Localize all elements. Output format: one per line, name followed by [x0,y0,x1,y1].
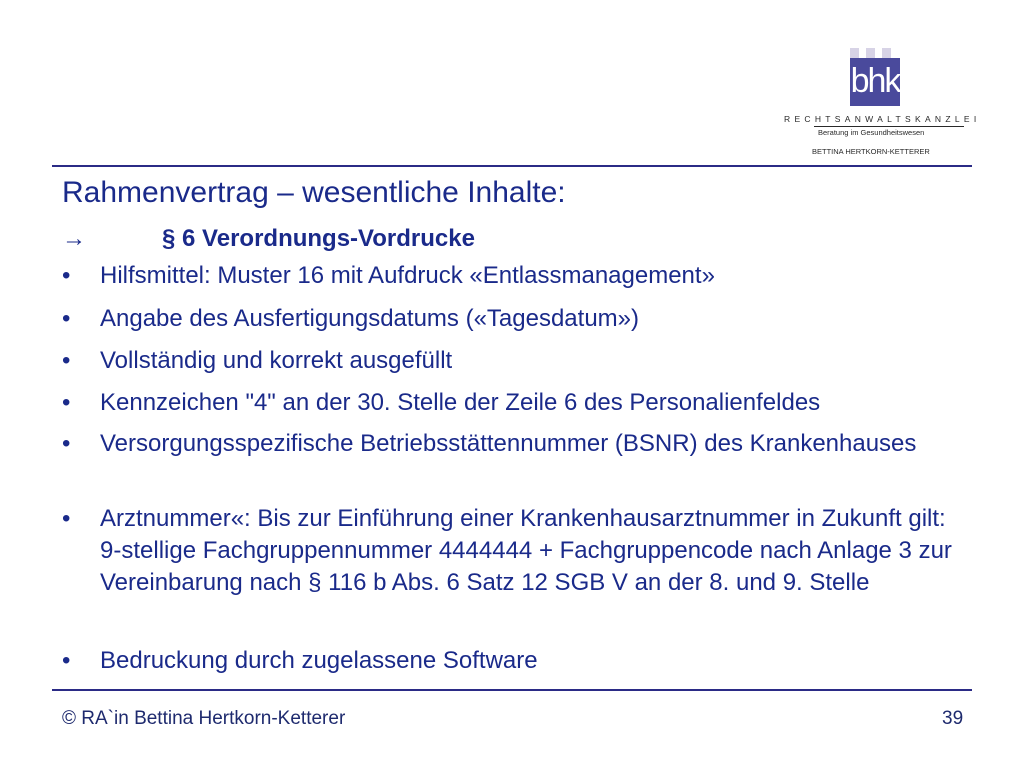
list-item [62,503,967,599]
list-item [62,260,715,292]
section-heading-text: § 6 Verordnungs-Vordrucke [162,225,475,252]
list-item [62,645,538,677]
footer-copyright: © RA`in Bettina Hertkorn-Ketterer [62,708,346,729]
list-item-text: Kennzeichen "4" an der 30. Stelle der Zeile 6 des Personalienfeldes [100,389,821,416]
logo-owner-name: BETTINA HERTKORN-KETTERER [812,147,930,156]
bullet-icon: • [62,505,71,532]
list-item-text: Bedruckung durch zugelassene Software [100,647,538,674]
logo-firm-name: RECHTSANWALTSKANZLEI [784,114,981,124]
top-divider [52,165,972,167]
list-item [62,345,452,377]
list-item [62,387,820,419]
list-item [62,303,639,335]
list-item-text: Hilfsmittel: Muster 16 mit Aufdruck «Entlassmanagement» [100,262,715,289]
bullet-icon: • [62,389,71,416]
bullet-icon: • [62,262,71,289]
list-item [62,428,916,460]
logo-divider [814,126,964,127]
list-item-text: Vollständig und korrekt ausgefüllt [100,347,453,374]
logo-monogram: bhk [850,58,900,106]
page-number: 39 [942,708,964,729]
arrow-icon: → [62,225,86,252]
bullet-icon: • [62,305,71,332]
bullet-icon: • [62,647,71,674]
bullet-icon: • [62,347,71,374]
list-item-text: Versorgungsspezifische Betriebsstättennummer (BSNR) des Krankenhauses [100,430,917,457]
firm-logo [784,44,981,164]
bullet-icon: • [62,430,71,457]
bottom-divider [52,689,972,691]
slide-title: Rahmenvertrag – wesentliche Inhalte: [62,176,566,209]
list-item-text: Angabe des Ausfertigungsdatums («Tagesdatum») [100,305,640,332]
list-item-text: Arztnummer«: Bis zur Einführung einer Krankenhausarztnummer in Zukunft gilt: 9-stellige Fachgruppennummer 4444444 + Fachgruppencode nach Anlage 3 zur Vereinbarung nach § 116 b Abs. 6 Satz 12 SGB V an der 8. und 9. Stelle [100,505,952,596]
logo-tagline: Beratung im Gesundheitswesen [818,128,925,137]
